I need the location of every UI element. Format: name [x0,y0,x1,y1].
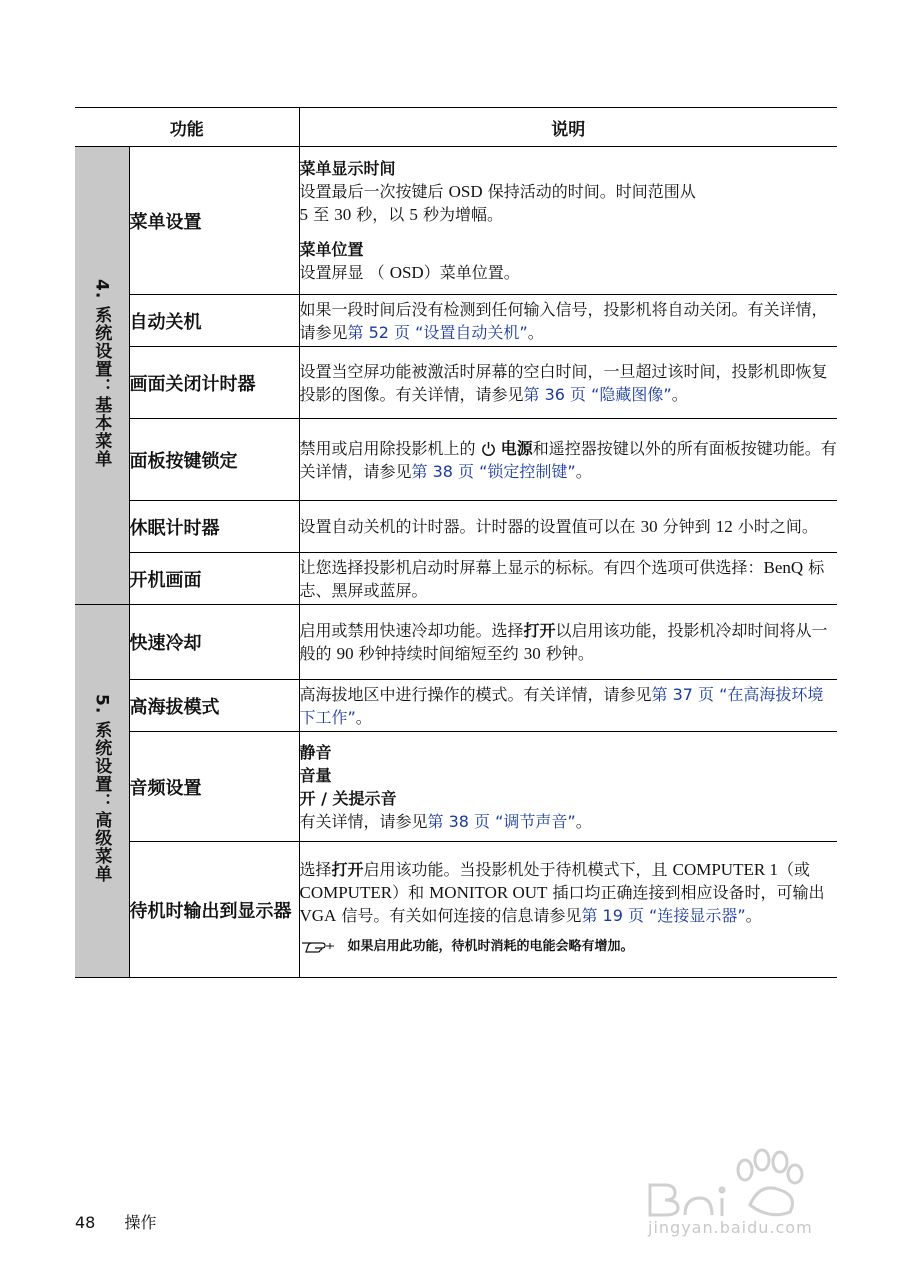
function-table [75,107,837,978]
note-text: 如果启用此功能，待机时消耗的电能会略有增加。 [347,938,634,954]
section-label: 4. 系统设置：基本菜单 [91,278,112,469]
sub-text: 设置最后一次按键后 OSD 保持活动的时间。时间范围从 5 至 30 秒，以 5 秒为增幅。 [299,182,696,224]
page-link[interactable]: 第 19 页 “连接显示器” [581,905,746,925]
row-description: 让您选择投影机启动时屏幕上显示的标标。有四个选项可供选择：BenQ 标志、黑屏或蓝屏。 [299,553,837,605]
power-icon [481,441,496,456]
note [300,935,838,958]
row-description [299,732,837,842]
row-description: 设置自动关机的计时器。计时器的设置值可以在 30 分钟到 12 小时之间。 [299,501,837,553]
row-description: 设置当空屏功能被激活时屏幕的空白时间，一旦超过该时间，投影机即恢复投影的图像。有关详情，请参见第 36 页 “隐藏图像”。 [299,347,837,419]
section-basic-menu [75,147,129,605]
row-name: 画面关闭计时器 [129,347,299,419]
page-link[interactable]: 第 52 页 “设置自动关机” [347,322,528,342]
page-link[interactable]: 第 38 页 “锁定控制键” [411,461,576,481]
row-description: 禁用或启用除投影机上的 电源和遥控器按键以外的所有面板按键功能。有关详情，请参见第 38 页 “锁定控制键”。 [299,419,837,501]
row-description: 高海拔地区中进行操作的模式。有关详情，请参见第 37 页 “在高海拔环境下工作”。 [299,680,837,732]
row-description: 启用或禁用快速冷却功能。选择打开以启用该功能，投影机冷却时间将从一般的 90 秒钟持续时间缩短至约 30 秒钟。 [299,605,837,680]
sub-title: 音量 [299,765,332,785]
page-link[interactable]: 第 38 页 “调节声音” [427,811,576,831]
watermark-text: jingyan.baidu.com [648,1218,813,1237]
sub-title: 开 / 关提示音 [299,788,397,808]
sub-text: 有关详情，请参见第 38 页 “调节声音”。 [299,811,592,831]
section-label: 5. 系统设置：高级菜单 [91,694,112,884]
footer-section: 操作 [124,1213,157,1232]
page-link[interactable]: 第 36 页 “隐藏图像” [523,384,672,404]
row-description [299,147,837,295]
page-number: 48 [75,1213,96,1232]
page-footer [75,1210,180,1233]
section-advanced-menu [75,605,129,978]
sub-title: 菜单显示时间 [299,159,396,178]
row-name: 待机时输出到显示器 [129,842,299,978]
row-name: 开机画面 [129,553,299,605]
row-name: 快速冷却 [129,605,299,680]
row-name: 音频设置 [129,732,299,842]
sub-title: 菜单位置 [299,240,364,259]
sub-title: 静音 [299,742,332,762]
baidu-paw-logo-icon [640,1130,840,1230]
header-function: 功能 [75,108,299,147]
row-name: 面板按键锁定 [129,419,299,501]
row-description: 如果一段时间后没有检测到任何输入信号，投影机将自动关闭。有关详情，请参见第 52 页 “设置自动关机”。 [299,295,837,347]
row-name: 菜单设置 [129,147,299,295]
row-name: 休眠计时器 [129,501,299,553]
pointing-hand-icon [300,937,336,955]
sub-text: 设置屏显 （ OSD）菜单位置。 [299,263,520,282]
page-link[interactable]: 第 37 页 “在高海拔环境下工作” [299,684,824,727]
row-name: 高海拔模式 [129,680,299,732]
row-description: 选择打开启用该功能。当投影机处于待机模式下，且 COMPUTER 1（或 COMPUTER）和 MONITOR OUT 插口均正确连接到相应设备时，可输出 VGA 信号。有关如何连接的信息请参见第 19 页 “连接显示器”。 如果启用此功能，待机时消耗的电能会略有增加。 [299,842,837,978]
header-description: 说明 [299,108,837,147]
row-name: 自动关机 [129,295,299,347]
